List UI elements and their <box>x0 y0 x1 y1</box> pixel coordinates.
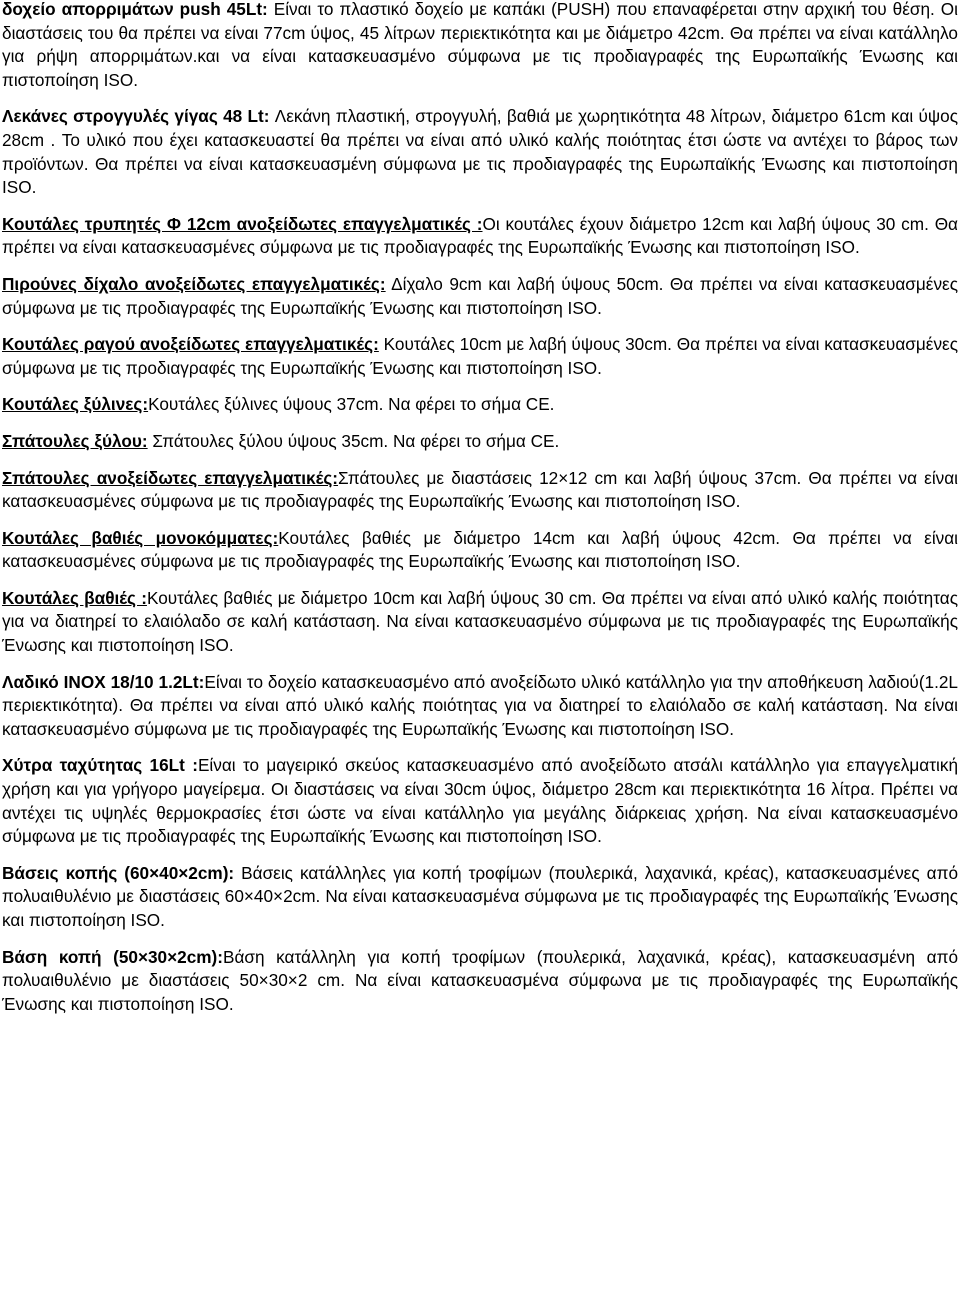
item-description: Λεκάνη πλαστική, στρογγυλή, βαθιά με χωρητικότητα 48 λίτρων, διάμετρο 61cm και ύψος 28cm . Το υλικό που έχει κατασκευαστεί θα πρέπει να είναι από υλικό καλής ποιότητας έτσι ώστε να αντέχει το βάρος των προϊόντων. Θα πρέπει να είναι κατασκευασμένη σύμφωνα με τις προδιαγραφές της Ευρωπαϊκής Ένωσης και πιστοποίηση ISO. <box>2 106 959 198</box>
item-title: Σπάτουλες ξύλου: <box>2 430 148 451</box>
item-paragraph <box>2 105 958 199</box>
item-title: Κουτάλες τρυπητές Φ 12cm ανοξείδωτες επαγγελματικές : <box>2 213 483 234</box>
item-title: Βάσεις κοπής (60×40×2cm): <box>2 862 235 883</box>
item-paragraph <box>2 587 958 658</box>
item-description: Σπάτουλες με διαστάσεις 12×12 cm και λαβή ύψους 37cm. Θα πρέπει να είναι κατασκευασμένες σύμφωνα με τις προδιαγραφές της Ευρωπαϊκής Ένωσης και πιστοποίηση ISO. <box>2 467 959 512</box>
item-paragraph <box>2 862 958 933</box>
item-title: Χύτρα ταχύτητας 16Lt : <box>2 755 198 776</box>
item-paragraph <box>2 467 958 514</box>
item-title: Κουτάλες βαθιές : <box>2 587 147 608</box>
item-description: Κουτάλες βαθιές με διάμετρο 10cm και λαβή ύψους 30 cm. Θα πρέπει να είναι από υλικό καλής ποιότητας για να διατηρεί το ελαιόλαδο σε καλή κατάσταση. Να είναι κατασκευασμένο σύμφωνα με τις προδιαγραφές της Ευρωπαϊκής Ένωσης και πιστοποίηση ISO. <box>2 587 958 656</box>
item-description: Βάσεις κατάλληλες για κοπή τροφίμων (πουλερικά, λαχανικά, κρέας), κατασκευασμένες από πολυαιθυλένιο με διαστάσεις 60×40×2cm. Να είναι κατασκευασμένα σύμφωνα με τις προδιαγραφές της Ευρωπαϊκής Ένωσης και πιστοποίηση ISO. <box>2 862 958 930</box>
item-title: Κουτάλες ξύλινες: <box>2 394 149 415</box>
item-title: Λαδικό INOX 18/10 1.2Lt: <box>2 671 205 692</box>
item-description: Κουτάλες βαθιές με διάμετρο 14cm και λαβή ύψους 42cm. Θα πρέπει να είναι κατασκευασμένες σύμφωνα με τις προδιαγραφές της Ευρωπαϊκής Ένωσης και πιστοποίηση ISO. <box>2 527 958 572</box>
item-description: Είναι το δοχείο κατασκευασμένο από ανοξείδωτο υλικό κατάλληλο για την αποθήκευση λαδιού(1.2L περιεκτικότητα). Θα πρέπει να είναι από υλικό καλής ποιότητας για να διατηρεί το ελαιόλαδο σε καλή κατάσταση. Να είναι κατασκευασμένο σύμφωνα με τις προδιαγραφές της Ευρωπαϊκής Ένωσης και πιστοποίηση ISO. <box>2 671 958 739</box>
item-title: Κουτάλες βαθιές μονοκόμματες: <box>2 527 279 548</box>
item-paragraph <box>2 213 958 260</box>
item-paragraph <box>2 0 958 92</box>
item-paragraph <box>2 754 958 848</box>
item-paragraph <box>2 527 958 574</box>
item-description: Κουτάλες 10cm με λαβή ύψους 30cm. Θα πρέπει να είναι κατασκευασμένες σύμφωνα με τις προδιαγραφές της Ευρωπαϊκής Ένωσης και πιστοποίηση ISO. <box>2 334 958 378</box>
item-title: Κουτάλες ραγού ανοξείδωτες επαγγελματικές: <box>2 334 379 355</box>
item-description: Είναι το μαγειρικό σκεύος κατασκευασμένο από ανοξείδωτο ατσάλι κατάλληλο για επαγγελματική χρήση και για γρήγορο μαγείρεμα. Οι διαστάσεις να είναι 30cm ύψος, διάμετρο 28cm και περιεκτικότητα 16 λίτρα. Πρέπει να αντέχει τις υψηλές θερμοκρασίες έτσι ώστε να είναι κατάλληλο για μεγάλης διάρκειας χρήση. Να είναι κατασκευασμένο σύμφωνα με τις προδιαγραφές της Ευρωπαϊκής Ένωσης και πιστοποίηση ISO. <box>2 755 959 847</box>
item-paragraph <box>2 671 958 742</box>
item-description: Δίχαλο 9cm και λαβή ύψους 50cm. Θα πρέπει να είναι κατασκευασμένες σύμφωνα με τις προδιαγραφές της Ευρωπαϊκής Ένωσης και πιστοποίηση ISO. <box>2 273 958 318</box>
item-paragraph <box>2 273 958 320</box>
item-title: δοχείο απορριμάτων push 45Lt: <box>2 0 268 19</box>
item-paragraph <box>2 946 958 1017</box>
item-title: Λεκάνες στρογγυλές γίγας 48 Lt: <box>2 106 270 127</box>
item-description: Κουτάλες ξύλινες ύψους 37cm. Να φέρει το σήμα CE. <box>148 394 555 415</box>
item-description: Σπάτουλες ξύλου ύψους 35cm. Να φέρει το σήμα CE. <box>147 430 560 451</box>
item-description: Βάση κατάλληλη για κοπή τροφίμων (πουλερικά, λαχανικά, κρέας), κατασκευασμένη από πολυαιθυλένιο με διαστάσεις 50×30×2 cm. Να είναι κατασκευασμένα σύμφωνα με τις προδιαγραφές της Ευρωπαϊκής Ένωσης και πιστοποίηση ISO. <box>2 946 959 1014</box>
item-paragraph <box>2 333 958 380</box>
item-paragraph <box>2 430 958 454</box>
item-description: Οι κουτάλες έχουν διάμετρο 12cm και λαβή ύψους 30 cm. Θα πρέπει να είναι κατασκευασμένες σύμφωνα με τις προδιαγραφές της Ευρωπαϊκής Ένωσης και πιστοποίηση ISO. <box>2 213 958 258</box>
item-paragraph <box>2 393 958 417</box>
item-description: Είναι το πλαστικό δοχείο με καπάκι (PUSH) που επαναφέρεται στην αρχική του θέση. Οι διαστάσεις του θα πρέπει να είναι 77cm ύψος, 45 λίτρων περιεκτικότητα και με διάμετρο 42cm. Θα πρέπει να είναι κατάλληλο για ρήψη απορριμάτων.και να είναι κατασκευασμένο σύμφωνα με τις προδιαγραφές της Ευρωπαϊκής Ένωσης και πιστοποίηση ISO. <box>2 0 958 90</box>
item-title: Σπάτουλες ανοξείδωτες επαγγελματικές: <box>2 467 339 488</box>
item-title: Βάση κοπή (50×30×2cm): <box>2 946 223 967</box>
item-title: Πιρούνες δίχαλο ανοξείδωτες επαγγελματικές: <box>2 273 386 294</box>
